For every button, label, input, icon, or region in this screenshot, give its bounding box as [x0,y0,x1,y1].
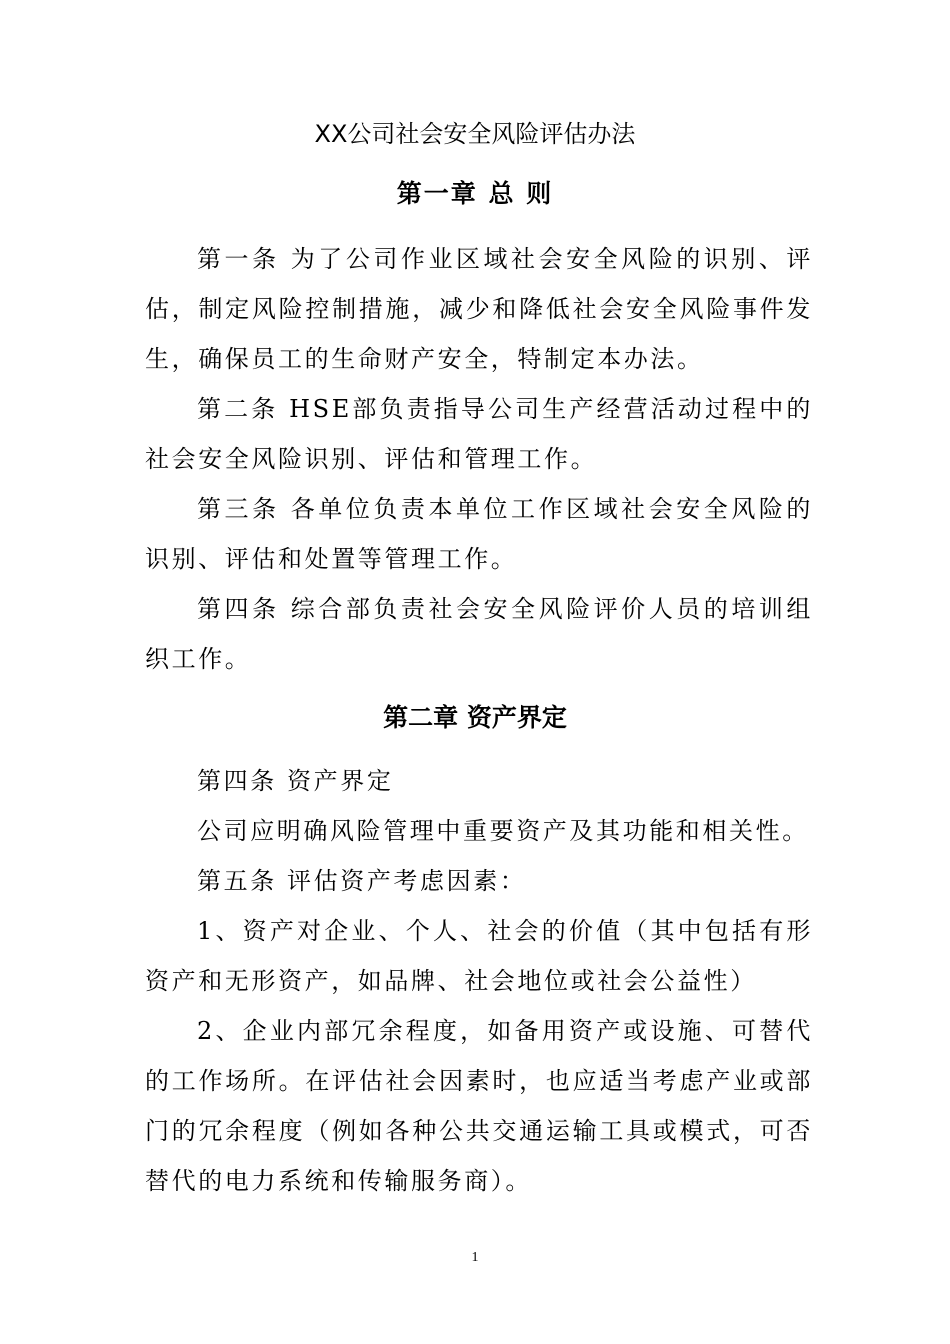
chapter-1-body [145,234,813,684]
asset-definition-paragraph: 公司应明确风险管理中重要资产及其功能和相关性。 [197,817,809,845]
chapter-1-heading: 第一章 总 则 [396,179,554,208]
article-2-paragraph: 第二条 HSE部负责指导公司生产经营活动过程中的社会安全风险识别、评估和管理工作。 [145,395,813,473]
article-3-paragraph: 第三条 各单位负责本单位工作区域社会安全风险的识别、评估和处置等管理工作。 [145,495,813,573]
chapter-2-body [145,756,813,1206]
article-4-asset-definition: 第四条 资产界定 [197,767,394,795]
list-item-2: 2、企业内部冗余程度，如备用资产或设施、可替代的工作场所。在评估社会因素时，也应适当考虑产业或部门的冗余程度（例如各种公共交通运输工具或模式，可否替代的电力系统和传输服务商）。 [145,1017,813,1195]
chapter-2-heading: 第二章 资产界定 [383,703,567,732]
article-1-paragraph: 第一条 为了公司作业区域社会安全风险的识别、评估，制定风险控制措施，减少和降低社会安全风险事件发生，确保员工的生命财产安全，特制定本办法。 [145,245,813,373]
page-number: 1 [471,1250,479,1265]
list-item-1: 1、资产对企业、个人、社会的价值（其中包括有形资产和无形资产，如品牌、社会地位或社会公益性） [145,917,813,995]
article-4-paragraph: 第四条 综合部负责社会安全风险评价人员的培训组织工作。 [145,595,813,673]
article-5-paragraph: 第五条 评估资产考虑因素： [197,867,527,895]
document-title: XX公司社会安全风险评估办法 [314,120,636,148]
